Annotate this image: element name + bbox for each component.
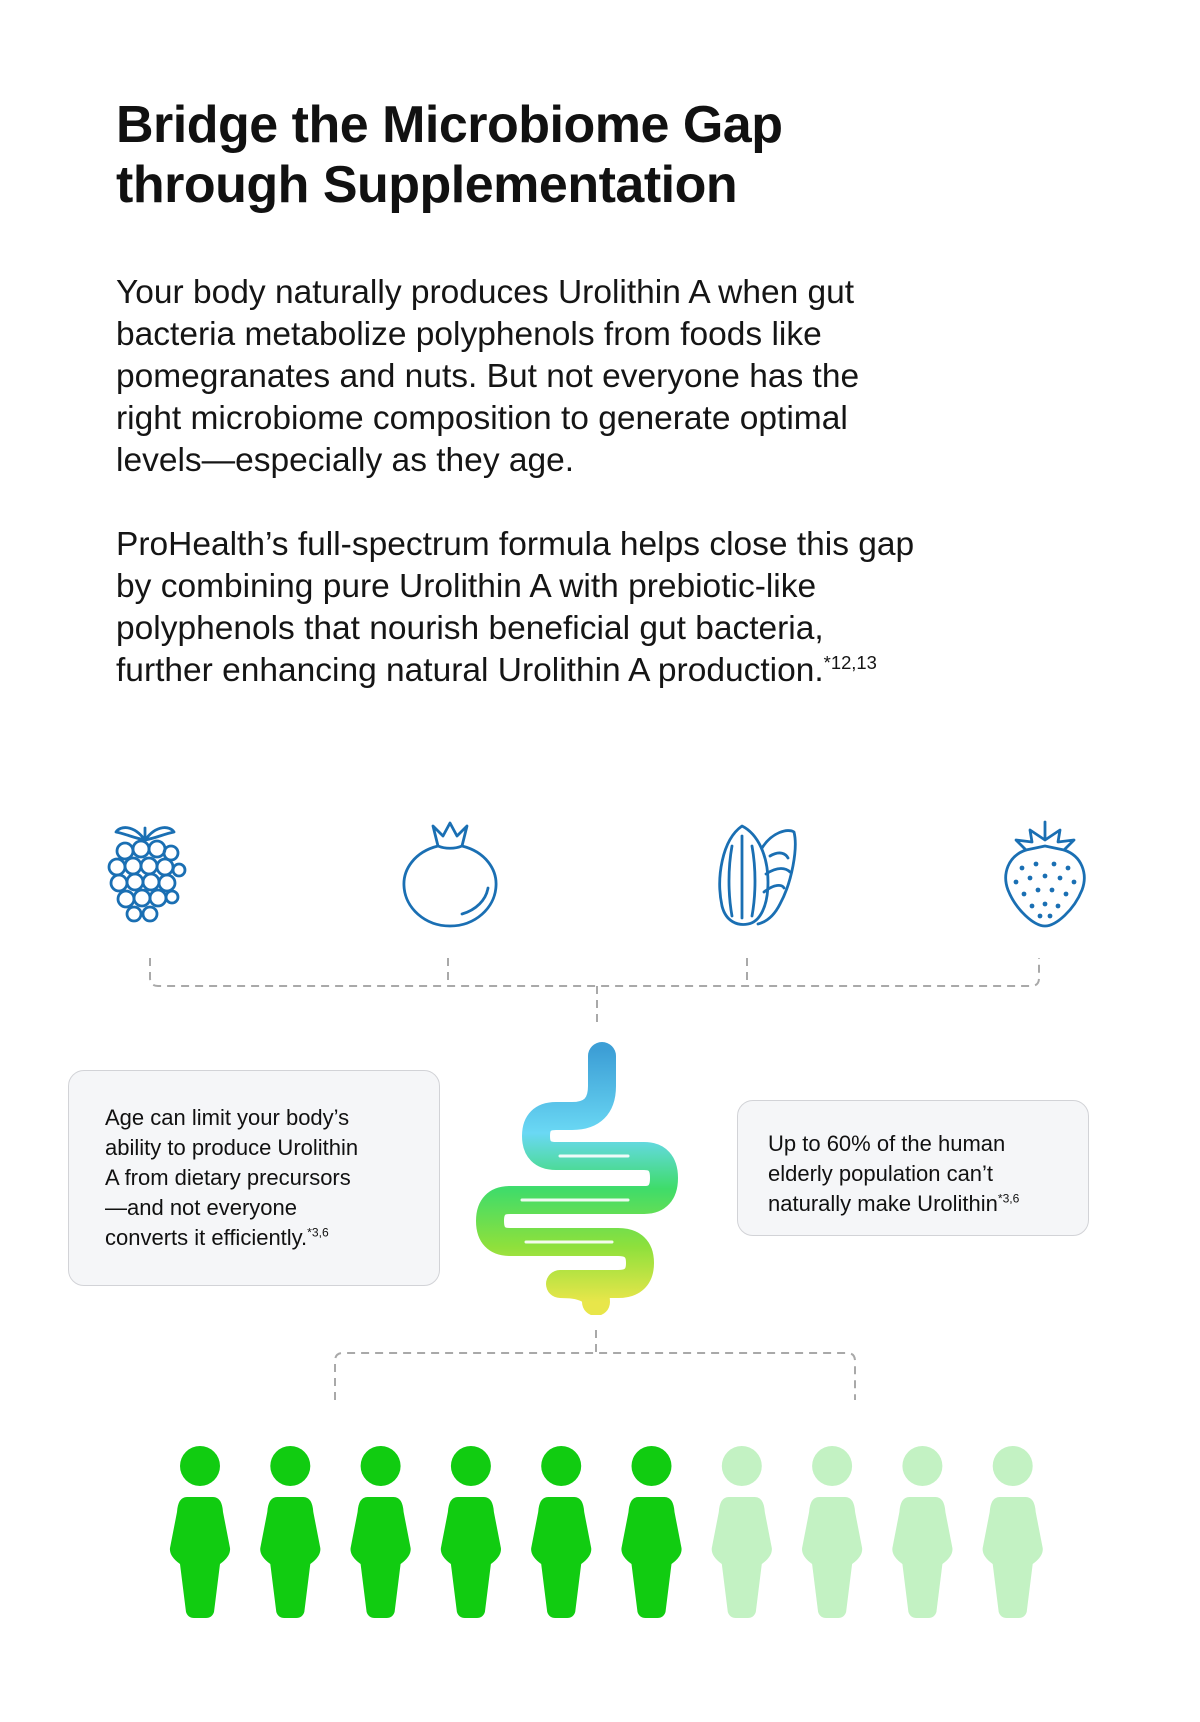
person-figure-muted xyxy=(802,1446,862,1618)
callout-line: A from dietary precursors xyxy=(105,1165,351,1190)
callout-line: —and not everyone xyxy=(105,1195,298,1220)
callout-line xyxy=(768,1189,1088,1219)
footnote-ref: *3,6 xyxy=(307,1225,329,1240)
population-callout xyxy=(737,1100,1089,1236)
person-body xyxy=(531,1497,591,1618)
bottom-bracket xyxy=(335,1353,855,1400)
person-head xyxy=(270,1446,310,1486)
person-figure-highlighted xyxy=(170,1446,230,1618)
person-figure-muted xyxy=(712,1446,772,1618)
person-head xyxy=(180,1446,220,1486)
person-figure-muted xyxy=(983,1446,1043,1618)
paragraph1-line: levels—especially as they age. xyxy=(116,442,575,479)
person-body xyxy=(170,1497,230,1618)
paragraph2-line: ProHealth’s full-spectrum formula helps close this gap xyxy=(116,526,915,563)
population-figures xyxy=(0,1440,1200,1640)
person-head xyxy=(632,1446,672,1486)
person-figure-highlighted xyxy=(621,1446,681,1618)
person-head xyxy=(812,1446,852,1486)
person-head xyxy=(361,1446,401,1486)
person-head xyxy=(902,1446,942,1486)
title-line-2: through Supplementation xyxy=(116,156,738,214)
paragraph2-line: polyphenols that nourish beneficial gut bacteria, xyxy=(116,610,824,647)
person-figure-highlighted xyxy=(260,1446,320,1618)
person-figure-muted xyxy=(892,1446,952,1618)
person-figure-highlighted xyxy=(441,1446,501,1618)
callout-line: Up to 60% of the human xyxy=(768,1131,1006,1156)
top-bracket xyxy=(150,958,1039,986)
paragraph1-line: right microbiome composition to generate optimal xyxy=(116,400,848,437)
paragraph2-line: by combining pure Urolithin A with prebiotic-like xyxy=(116,568,817,605)
person-head xyxy=(722,1446,762,1486)
title-line-1: Bridge the Microbiome Gap xyxy=(116,96,783,154)
person-body xyxy=(712,1497,772,1618)
person-body xyxy=(351,1497,411,1618)
person-figure-highlighted xyxy=(531,1446,591,1618)
person-head xyxy=(541,1446,581,1486)
person-body xyxy=(983,1497,1043,1618)
person-figure-highlighted xyxy=(351,1446,411,1618)
callout-last-text: naturally make Urolithin xyxy=(768,1191,998,1216)
person-body xyxy=(260,1497,320,1618)
person-body xyxy=(892,1497,952,1618)
person-body xyxy=(621,1497,681,1618)
callout-line xyxy=(105,1223,439,1253)
age-callout xyxy=(68,1070,440,1286)
person-body xyxy=(441,1497,501,1618)
callout-last-text: converts it efficiently. xyxy=(105,1225,308,1250)
callout-line: elderly population can’t xyxy=(768,1161,994,1186)
person-body xyxy=(802,1497,862,1618)
paragraph1-line: pomegranates and nuts. But not everyone has the xyxy=(116,358,860,395)
footnote-ref: *3,6 xyxy=(997,1191,1020,1206)
paragraph1-line: Your body naturally produces Urolithin A when gut xyxy=(116,274,855,311)
callout-line: Age can limit your body’s xyxy=(105,1105,350,1130)
paragraph2-last-text: further enhancing natural Urolithin A production. xyxy=(116,652,824,689)
person-head xyxy=(993,1446,1033,1486)
callout-line: ability to produce Urolithin xyxy=(105,1135,359,1160)
footnote-ref: *12,13 xyxy=(823,651,877,673)
person-head xyxy=(451,1446,491,1486)
paragraph1-line: bacteria metabolize polyphenols from foods like xyxy=(116,316,822,353)
